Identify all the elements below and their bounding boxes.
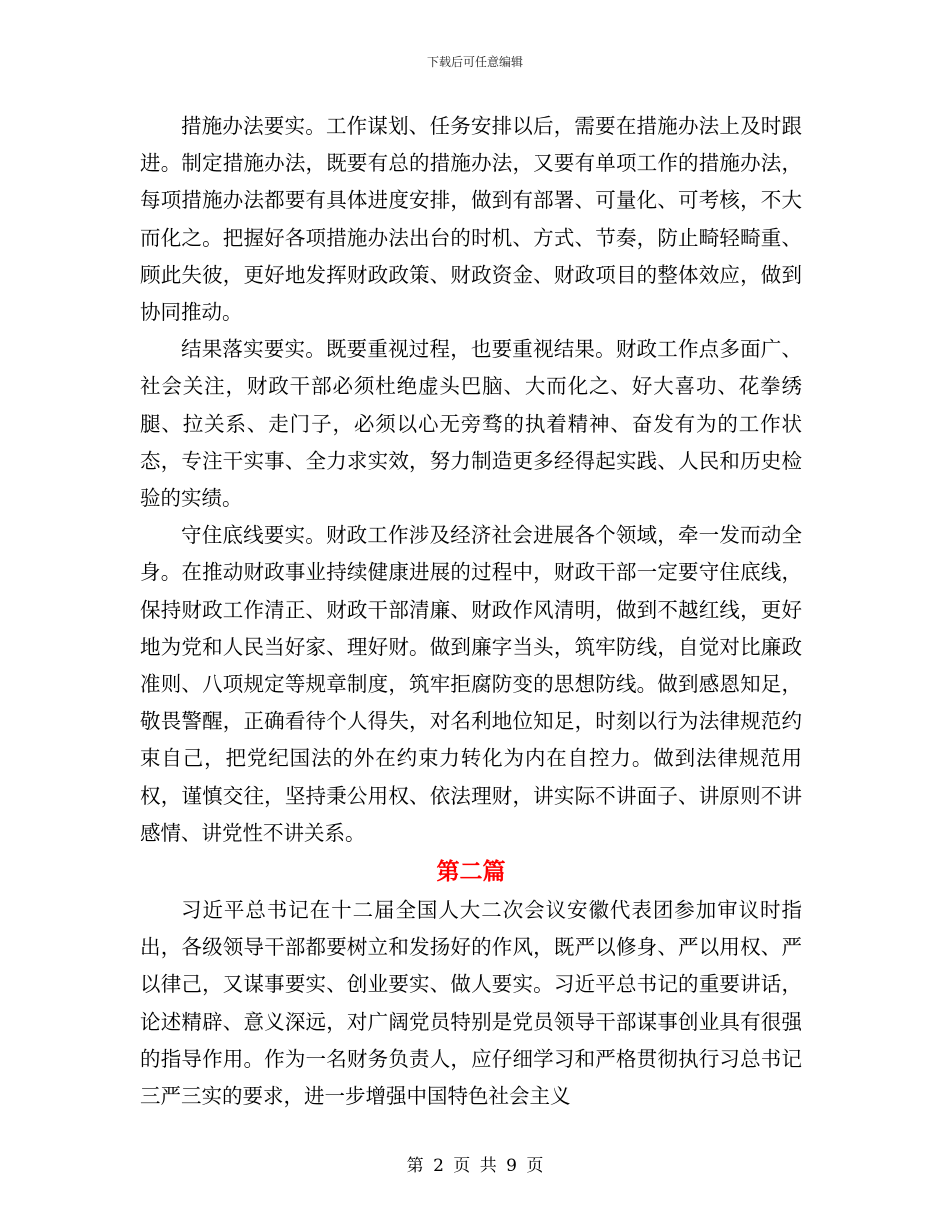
paragraph-bottom-line: 守住底线要实。财政工作涉及经济社会进展各个领域，牵一发而动全身。在推动财政事业持续健康进展的过程中，财政干部一定要守住底线，保持财政工作清正、财政干部清廉、财政作风清明，做到不越红线，更好地为党和人民当好家、理好财。做到廉字当头，筑牢防线，自觉对比廉政准则、八项规定等规章制度，筑牢拒腐防变的思想防线。做到感恩知足，敬畏警醒，正确看待个人得失，对名利地位知足，时刻以行为法律规范约束自己，把党纪国法的外在约束力转化为内在自控力。做到法律规范用权，谨慎交往，坚持秉公用权、依法理财，讲实际不讲面子、讲原则不讲感情、讲党性不讲关系。 — [140, 523, 802, 845]
page-footer: 第 2 页 共 9 页 — [406, 1156, 544, 1176]
paragraph-results: 结果落实要实。既要重视过程，也要重视结果。财政工作点多面广、社会关注，财政干部必须杜绝虚头巴脑、大而化之、好大喜功、花拳绣腿、拉关系、走门子，必须以心无旁骛的执着精神、奋发有为的工作状态，专注干实事、全力求实效，努力制造更多经得起实践、人民和历史检验的实绩。 — [140, 337, 802, 511]
document-body — [140, 108, 802, 1115]
page-header: 下载后可任意编辑 — [426, 55, 523, 69]
paragraph-measures: 措施办法要实。工作谋划、任务安排以后，需要在措施办法上及时跟进。制定措施办法，既要有总的措施办法，又要有单项工作的措施办法，每项措施办法都要有具体进度安排，做到有部署、可量化、可考核，不大而化之。把握好各项措施办法出台的时机、方式、节奏，防止畸轻畸重、顾此失彼，更好地发挥财政政策、财政资金、财政项目的整体效应，做到协同推动。 — [140, 114, 802, 325]
section-title: 第二篇 — [436, 858, 506, 886]
paragraph-second-part: 习近平总书记在十二届全国人大二次会议安徽代表团参加审议时指出，各级领导干部都要树立和发扬好的作风，既严以修身、严以用权、严以律己，又谋事要实、创业要实、做人要实。习近平总书记的重要讲话，论述精辟、意义深远，对广阔党员特别是党员领导干部谋事创业具有很强的指导作用。作为一名财务负责人，应仔细学习和严格贯彻执行习总书记三严三实的要求，进一步增强中国特色社会主义 — [140, 898, 802, 1109]
